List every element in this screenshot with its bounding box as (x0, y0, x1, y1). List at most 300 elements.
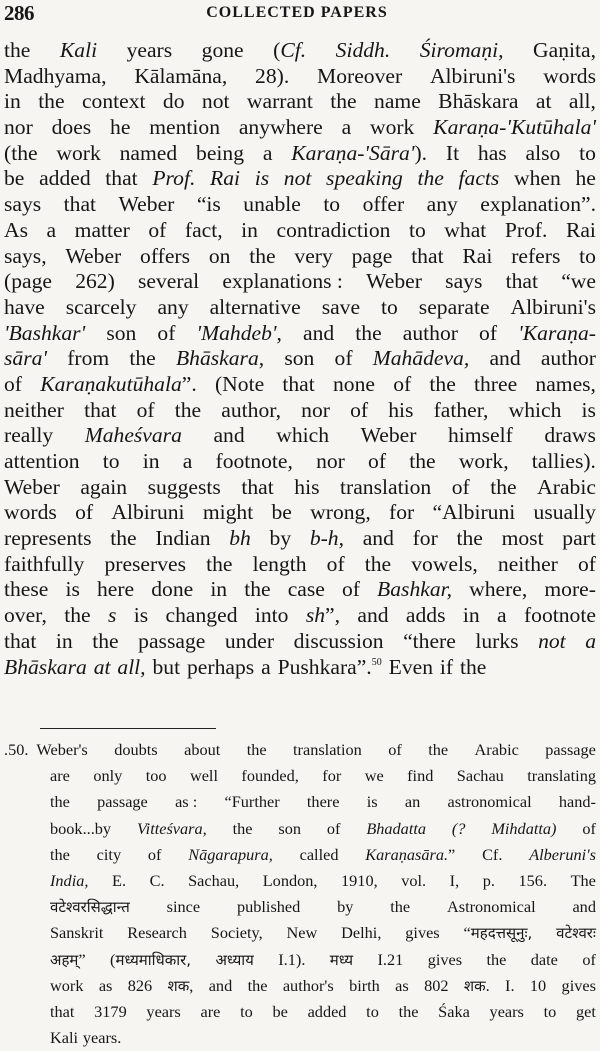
word: of (326, 551, 345, 576)
body-line (4, 526, 596, 552)
word: Sanskrit (50, 923, 104, 943)
word: speaking (326, 166, 403, 191)
word: translation (293, 740, 362, 759)
word: too (145, 766, 167, 786)
word: to (543, 1001, 557, 1021)
body-line (4, 346, 596, 372)
word: attention (4, 449, 80, 473)
word: is (254, 166, 270, 191)
word: a (341, 115, 352, 140)
word: Society, (210, 923, 263, 943)
word: India, (50, 870, 89, 890)
word: and (303, 320, 335, 345)
word: vol. (401, 870, 427, 890)
word: discussion (293, 628, 384, 653)
word: Prof. (152, 166, 196, 191)
word: as : (175, 792, 198, 812)
word: nor (316, 449, 345, 473)
word: added (307, 1001, 347, 1021)
word: neither (497, 551, 558, 576)
word: I, (449, 870, 460, 890)
word: “there (403, 628, 456, 653)
word: to (102, 449, 120, 473)
word: Albiruni's (510, 294, 596, 319)
body-text (4, 38, 596, 680)
word: into (254, 603, 289, 628)
word: city (96, 844, 122, 864)
word: says (445, 269, 483, 294)
word: context (81, 89, 146, 114)
word: be (271, 500, 292, 525)
word: perhaps (187, 654, 255, 679)
word: a (182, 449, 193, 473)
word: शक, (167, 975, 194, 995)
word: of (75, 500, 94, 525)
word: “Albiruni (432, 500, 516, 525)
word: gone (201, 38, 244, 62)
word: not (538, 628, 566, 653)
word: done (151, 577, 194, 602)
word: the (129, 346, 156, 371)
word: p. (482, 870, 495, 890)
word: himself (447, 423, 513, 448)
word: Arabic (537, 474, 596, 499)
word: and (572, 897, 596, 917)
word: the (64, 603, 91, 628)
word: New (286, 923, 318, 943)
word: Arabic (474, 740, 519, 759)
word: of (368, 449, 387, 473)
word: are (200, 1001, 221, 1021)
word: being (196, 140, 244, 165)
word: son (278, 818, 301, 838)
word: in (210, 577, 228, 602)
word: and (357, 603, 389, 628)
word: about (184, 740, 221, 759)
word: 10 (529, 975, 547, 995)
word: what (444, 217, 487, 242)
word: (मध्यमाधिकार, (110, 949, 192, 969)
word: and (362, 526, 394, 551)
word: explanation”. (480, 192, 596, 217)
footnote-line (4, 999, 596, 1025)
word: author's (282, 975, 334, 995)
word: Karaṇakutūhala”. (40, 371, 197, 396)
body-line (4, 64, 596, 90)
word: the (110, 526, 137, 551)
word: which (276, 423, 330, 448)
word: at (535, 89, 552, 114)
word: of (393, 371, 412, 396)
word: 3179 (94, 1001, 127, 1021)
word: that (63, 192, 97, 217)
word: for (389, 500, 415, 525)
word: son (284, 346, 315, 371)
body-line (4, 141, 596, 167)
word: that (411, 243, 444, 268)
word: Weber (4, 474, 60, 499)
body-line (4, 38, 596, 64)
word: Mihdatta) (491, 818, 557, 838)
word: I.21 (377, 949, 404, 969)
word: the (246, 740, 267, 759)
word: changed (165, 603, 238, 628)
word: I.1). (278, 949, 306, 969)
word: he (575, 166, 596, 191)
word: that (4, 628, 37, 653)
running-title: COLLECTED PAPERS (206, 4, 388, 21)
word: Bhāskara (4, 654, 87, 679)
word: to (240, 1001, 253, 1021)
word: years (146, 1001, 181, 1021)
word: more- (544, 577, 596, 602)
word: 802 (424, 975, 449, 995)
word: 'Mahdeb', (196, 320, 282, 345)
word: words (4, 500, 57, 525)
word: Vitteśvara, (136, 818, 207, 838)
word: tallies). (531, 449, 596, 473)
word: the (249, 243, 276, 268)
word: अध्याय (215, 950, 254, 969)
footnote-rule (40, 728, 216, 729)
word: It (445, 140, 460, 165)
word: is (133, 603, 149, 628)
page-number: 286 (4, 1, 34, 25)
word: Weber (366, 269, 422, 294)
word: that (241, 474, 274, 499)
word: book...by (50, 818, 112, 838)
word: sāra' (4, 346, 48, 371)
word: might (202, 500, 254, 525)
word: are (50, 766, 70, 786)
word: vowels, (411, 551, 478, 576)
footnote-line (4, 763, 596, 789)
word: is (581, 397, 596, 422)
word: warrant (246, 89, 313, 114)
word: and (208, 975, 233, 995)
word: son (106, 320, 137, 345)
word: called (299, 844, 339, 864)
word: here (96, 577, 135, 602)
word: at (93, 654, 111, 679)
word: hand- (558, 792, 596, 812)
word: work (56, 140, 101, 165)
word: the (429, 371, 456, 396)
word: work, (458, 449, 509, 473)
footnote-number: .50. (4, 740, 29, 759)
word: footnote (523, 603, 596, 628)
word: Prof. (504, 217, 548, 242)
body-line (4, 166, 596, 192)
word: Karaṇasāra.” (365, 844, 456, 864)
word: in (142, 449, 160, 473)
word: work (369, 115, 415, 140)
word: Indian (155, 526, 211, 551)
word: well (189, 766, 218, 786)
body-line (4, 423, 596, 449)
word: as (98, 975, 113, 995)
word: says (4, 192, 42, 217)
word: As (4, 217, 28, 242)
footnote-line (4, 737, 596, 763)
word: Rai (565, 217, 596, 242)
word: the (232, 818, 253, 838)
word: अहम्” (50, 949, 86, 969)
body-line (4, 192, 596, 218)
word: from (67, 346, 110, 371)
word: of (577, 551, 596, 576)
word: the (247, 975, 268, 995)
word: page (351, 243, 393, 268)
body-line (4, 449, 596, 475)
word: scarcely (65, 294, 137, 319)
word: “महदत्तसूनुः, (463, 923, 533, 943)
word: the (486, 949, 507, 969)
word: length (252, 551, 307, 576)
word: when (514, 166, 561, 191)
footnote-line-words (36, 737, 596, 763)
word: of (334, 346, 353, 371)
word: gives (427, 949, 463, 969)
word: “we (561, 269, 596, 294)
word: most (501, 526, 544, 551)
word: of (4, 371, 22, 396)
word: the (490, 474, 517, 499)
word: to (323, 192, 341, 217)
word: 156. (518, 870, 548, 890)
word: that (282, 371, 315, 396)
word: (? (451, 818, 466, 838)
word: that (505, 269, 538, 294)
word: separate (418, 294, 490, 319)
word: passage (97, 792, 148, 812)
word: Gaṇita, (533, 38, 596, 62)
word: refers (511, 243, 561, 268)
word: (Cf. (273, 38, 307, 62)
body-line (4, 603, 596, 629)
word: of (479, 320, 498, 345)
word: by (337, 897, 354, 917)
word: of (148, 217, 167, 242)
word: nor (4, 115, 33, 140)
footnote-line (4, 868, 596, 894)
word: author (540, 346, 596, 371)
word: several (138, 269, 200, 294)
word: only (93, 766, 123, 786)
word: nor (301, 397, 330, 422)
word: date (530, 949, 558, 969)
word: I. (505, 975, 515, 995)
word: any (426, 192, 458, 217)
word: and (213, 423, 245, 448)
footnote-50 (4, 737, 596, 1051)
word: to (381, 294, 398, 319)
footnote-line (4, 789, 596, 815)
word: to (579, 140, 596, 165)
word: these (4, 577, 49, 602)
word: the (460, 654, 487, 679)
word: there (306, 792, 340, 812)
word: Weber (360, 423, 417, 448)
word: names, (535, 371, 596, 396)
word: for (412, 526, 438, 551)
word: s (108, 603, 117, 628)
word: an (404, 792, 421, 812)
word: the (330, 89, 357, 114)
word: Nāgarapura, (188, 844, 273, 864)
word: Moreover (317, 63, 403, 88)
word: that (105, 166, 138, 191)
footnote-line (4, 973, 596, 999)
word: added (39, 166, 91, 191)
word: his (388, 397, 414, 422)
word: of (341, 577, 360, 602)
word: passage (138, 628, 206, 653)
word: Siddh. (335, 38, 391, 62)
word: Karaṇa-'Kutūhala' (433, 115, 596, 140)
word: that (50, 1001, 75, 1021)
word: be (4, 166, 25, 191)
word: C. (149, 870, 165, 890)
word: 262) (75, 269, 115, 294)
body-line (4, 629, 596, 655)
word: of (147, 844, 162, 864)
word: Albiruni's (429, 63, 516, 88)
word: The (570, 870, 596, 890)
word: 826 (127, 975, 153, 995)
word: contradiction (276, 217, 391, 242)
word: Madhyama, (4, 63, 107, 88)
word: Even (388, 654, 433, 679)
word: E. (112, 870, 127, 890)
word: Bhadatta (366, 818, 427, 838)
word: not (201, 89, 230, 114)
body-line (4, 321, 596, 347)
body-line (4, 244, 596, 270)
word: मध्य (329, 950, 354, 969)
word: Cf. (482, 844, 503, 864)
word: anywhere (238, 115, 323, 140)
word: by (269, 526, 292, 551)
body-line (4, 218, 596, 244)
word: that (84, 397, 117, 422)
word: astronomical (447, 792, 532, 812)
word: the (428, 740, 449, 759)
word: the (244, 577, 271, 602)
word: draws (544, 423, 596, 448)
word: years (489, 1001, 524, 1021)
word: the (355, 320, 382, 345)
word: birth (349, 975, 380, 995)
word: words (543, 63, 596, 88)
word: Albiruni (111, 500, 185, 525)
word: have (4, 294, 45, 319)
word: of (157, 320, 176, 345)
word: (Note (214, 371, 265, 396)
word: to (408, 217, 426, 242)
word: since (166, 897, 201, 917)
footnote-line (4, 947, 596, 973)
word: years (126, 38, 173, 62)
word: passage (545, 740, 596, 759)
word: author (402, 320, 458, 345)
word: case (287, 577, 325, 602)
word: the (92, 628, 119, 653)
word: in (55, 628, 73, 653)
word: all, (117, 654, 146, 679)
word: is (65, 577, 80, 602)
word: in (462, 603, 480, 628)
word: father, (433, 397, 489, 422)
word: Weber (118, 192, 175, 217)
word: offers (140, 243, 190, 268)
word: to (579, 243, 596, 268)
word: does (51, 115, 92, 140)
word: mention (149, 115, 220, 140)
word: the (50, 844, 70, 864)
word: find (407, 766, 434, 786)
word: 'Karaṇa- (518, 320, 596, 345)
word: under (224, 628, 275, 653)
body-line (4, 475, 596, 501)
word: three (474, 371, 518, 396)
word: really (4, 423, 54, 448)
word: doubts (114, 740, 158, 759)
word: very (294, 243, 333, 268)
word: the (50, 792, 70, 812)
word: again (80, 474, 128, 499)
word: over, (4, 603, 47, 628)
word: says, (4, 243, 47, 268)
word: fact, (184, 217, 223, 242)
word: work (50, 975, 84, 995)
word: Bashkar, (377, 577, 453, 602)
word: (page (4, 269, 52, 294)
word: London, (262, 870, 318, 890)
footnote-line (4, 920, 596, 946)
word: Sachau, (188, 870, 240, 890)
word: for (322, 766, 342, 786)
word: the (206, 551, 233, 576)
word: a (46, 217, 57, 242)
word: वटेश्वरः (556, 924, 596, 943)
word: author, (221, 397, 281, 422)
word: 'Bashkar' (4, 320, 86, 345)
word: Kali (50, 1028, 79, 1048)
word: all, (568, 89, 596, 114)
word: suggests (147, 474, 221, 499)
word: “is (196, 192, 221, 217)
word: Kali (59, 38, 98, 62)
word: Weber's (36, 740, 88, 759)
body-line (4, 655, 596, 681)
word: Rai (462, 243, 493, 268)
word: part (562, 526, 596, 551)
word: Pushkara”.$^{50}$ (277, 654, 382, 679)
word: matter (74, 217, 130, 242)
word: Bhāskara, (175, 346, 265, 371)
footnote-line (4, 816, 596, 842)
word: none (332, 371, 375, 396)
word: Karaṇa-'Sāra'). (291, 140, 428, 165)
word: if (439, 654, 454, 679)
word: of (326, 818, 341, 838)
word: footnote, (215, 449, 293, 473)
body-line (4, 89, 596, 115)
word: the (174, 397, 202, 422)
word: on (208, 243, 231, 268)
word: lurks (475, 628, 519, 653)
